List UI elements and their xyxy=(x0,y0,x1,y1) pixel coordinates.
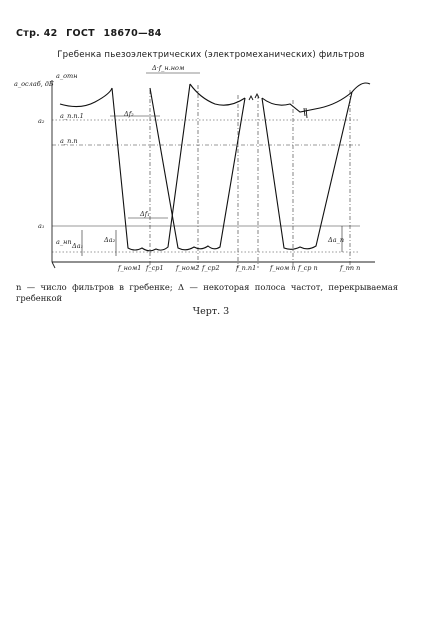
label-a2: a₂ xyxy=(38,117,45,125)
standard-number: 18670—84 xyxy=(103,28,162,39)
figure-title: Гребенка пьезоэлектрических (электромеханических) фильтров xyxy=(57,50,365,60)
y-axis-label: a_ослаб, дБ xyxy=(14,80,54,88)
label-a-otn: a_отн xyxy=(56,72,78,80)
label-f-nom2: f_ном2 xyxy=(176,264,200,272)
label-f-sr1: f_ср1 xyxy=(146,264,164,272)
label-delta-f2: Δf₂ xyxy=(124,110,134,118)
figure-caption: Черт. 3 xyxy=(192,306,230,317)
level-lines xyxy=(52,120,360,252)
label-f-srn: f_ср n xyxy=(298,264,318,272)
standard-label: ГОСТ xyxy=(66,28,95,39)
label-delta-a1: Δa₁ xyxy=(72,242,84,250)
label-delta-a2: Δa₂ xyxy=(104,236,116,244)
filter-n-tail xyxy=(352,83,370,92)
label-a-np: a_нп xyxy=(56,238,72,246)
label-f-nom1: f_ном1 xyxy=(118,264,142,272)
filter-response-curves xyxy=(60,83,370,251)
frequency-markers xyxy=(150,85,350,268)
label-f-pn1: f_п.п1 xyxy=(236,264,257,272)
label-f-nomn: f_ном n xyxy=(270,264,296,272)
filter-comb-diagram xyxy=(0,0,422,280)
label-a1: a₁ xyxy=(38,222,45,230)
label-f-pnn: f_пп n xyxy=(340,264,361,272)
dimension-marks xyxy=(82,73,345,256)
label-a-pn1: a_п.п.1 xyxy=(60,112,84,120)
filter-n-top xyxy=(262,92,352,112)
label-delta-f1: Δf₁ xyxy=(140,210,150,218)
label-span-top: Δ·f_н.ном xyxy=(152,64,185,72)
label-a-pn: a_п.п xyxy=(60,137,78,145)
label-delta-an: Δa_п xyxy=(328,236,345,244)
label-f-sr2: f_ср2 xyxy=(202,264,220,272)
diagram-axes xyxy=(52,80,375,268)
figure-note: n — число фильтров в гребенке; Δ — некоторая полоса частот, перекрываемая гребенкой xyxy=(16,282,398,303)
filter-2-curve xyxy=(150,88,245,250)
page-number: Стр. 42 xyxy=(16,28,58,39)
